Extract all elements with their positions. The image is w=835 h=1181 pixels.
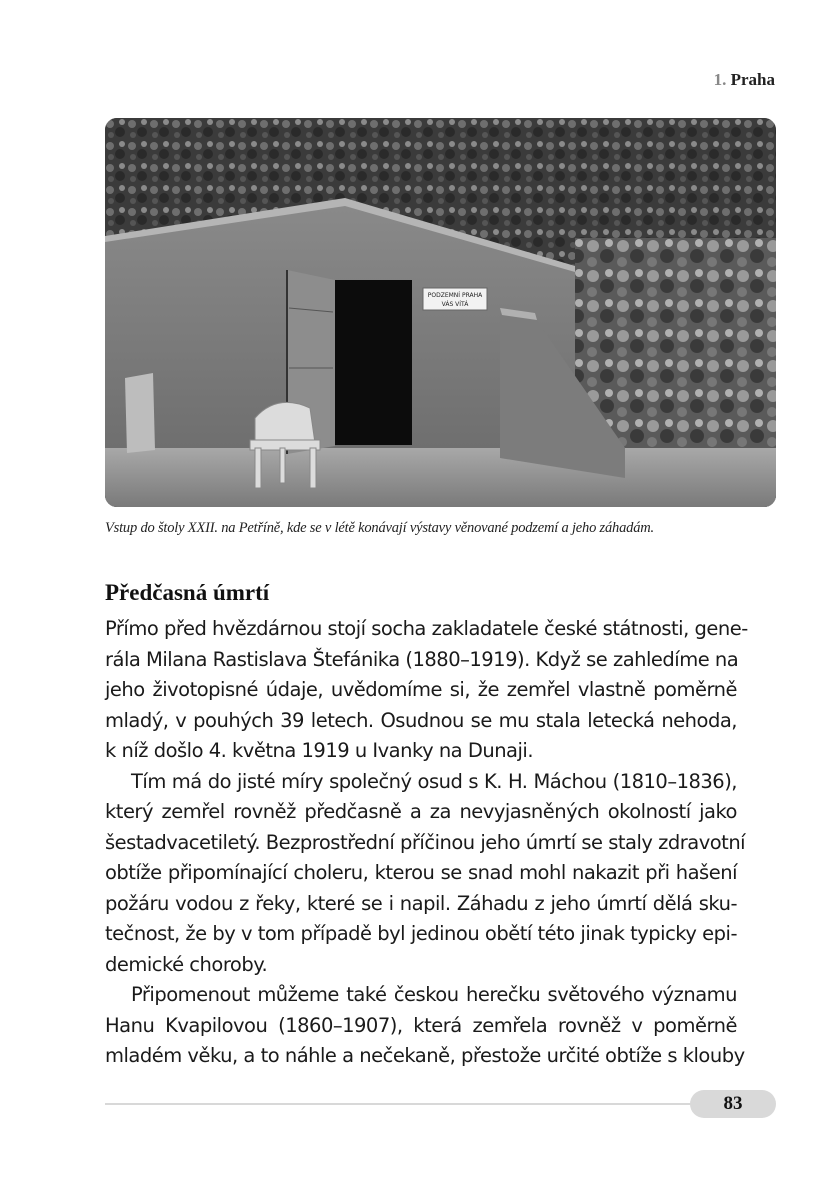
- photo-tunnel-entrance: [105, 118, 776, 507]
- text-line: obtíže připomínající choleru, kterou se snad mohl nakazit při hašení: [105, 861, 737, 884]
- photo-caption: Vstup do štoly XXII. na Petříně, kde se v létě konávají výstavy věnované podzemí a jeho záhadám.: [105, 520, 654, 536]
- text-line: požáru vodou z řeky, které se i napil. Záhadu z jeho úmrtí dělá sku-: [105, 891, 737, 915]
- sign-line-1: PODZEMNÍ PRAHA: [427, 292, 483, 299]
- chapter-number: 1.: [713, 70, 727, 89]
- text-line: Tím má do jisté míry společný osud s K. H. Máchou (1810–1836),: [131, 769, 737, 793]
- running-head: [714, 70, 775, 90]
- text-line: který zemřel rovněž předčasně a za nevyjasněných okolností jako: [105, 800, 737, 823]
- text-line: mladém věku, a to náhle a nečekaně, přestože určité obtíže s klouby: [105, 1044, 745, 1067]
- text-line: mladý, v pouhých 39 letech. Osudnou se mu stala letecká nehoda,: [105, 708, 737, 732]
- text-line: rála Milana Rastislava Štefánika (1880–1919). Když se zahledíme na: [105, 647, 739, 671]
- text-line: Hanu Kvapilovou (1860–1907), která zemřela rovněž v poměrně: [105, 1013, 737, 1037]
- photo-illustration: [105, 118, 776, 507]
- body-text: [105, 614, 748, 1072]
- footer-divider: [105, 1103, 705, 1105]
- text-line: šestadvacetiletý. Bezprostřední příčinou jeho úmrtí se staly zdravotní: [105, 830, 746, 854]
- text-line: tečnost, že by v tom případě byl jedinou obětí této jinak typicky epi-: [105, 922, 737, 945]
- text-line: Připomenout můžeme také českou herečku světového významu: [131, 983, 737, 1006]
- plastic-chair: [250, 402, 320, 488]
- chapter-title: Praha: [730, 70, 775, 89]
- text-line: Přímo před hvězdárnou stojí socha zakladatele české státnosti, gene-: [105, 617, 748, 640]
- text-line: demické choroby.: [105, 952, 268, 976]
- sign-line-2: VÁS VÍTÁ: [441, 301, 469, 308]
- section-heading: Předčasná úmrtí: [105, 580, 270, 605]
- text-line: k níž došlo 4. května 1919 u Ivanky na Dunaji.: [105, 739, 534, 762]
- page-number: 83: [690, 1090, 776, 1118]
- text-line: jeho životopisné údaje, uvědomíme si, že zemřel vlastně poměrně: [105, 678, 737, 701]
